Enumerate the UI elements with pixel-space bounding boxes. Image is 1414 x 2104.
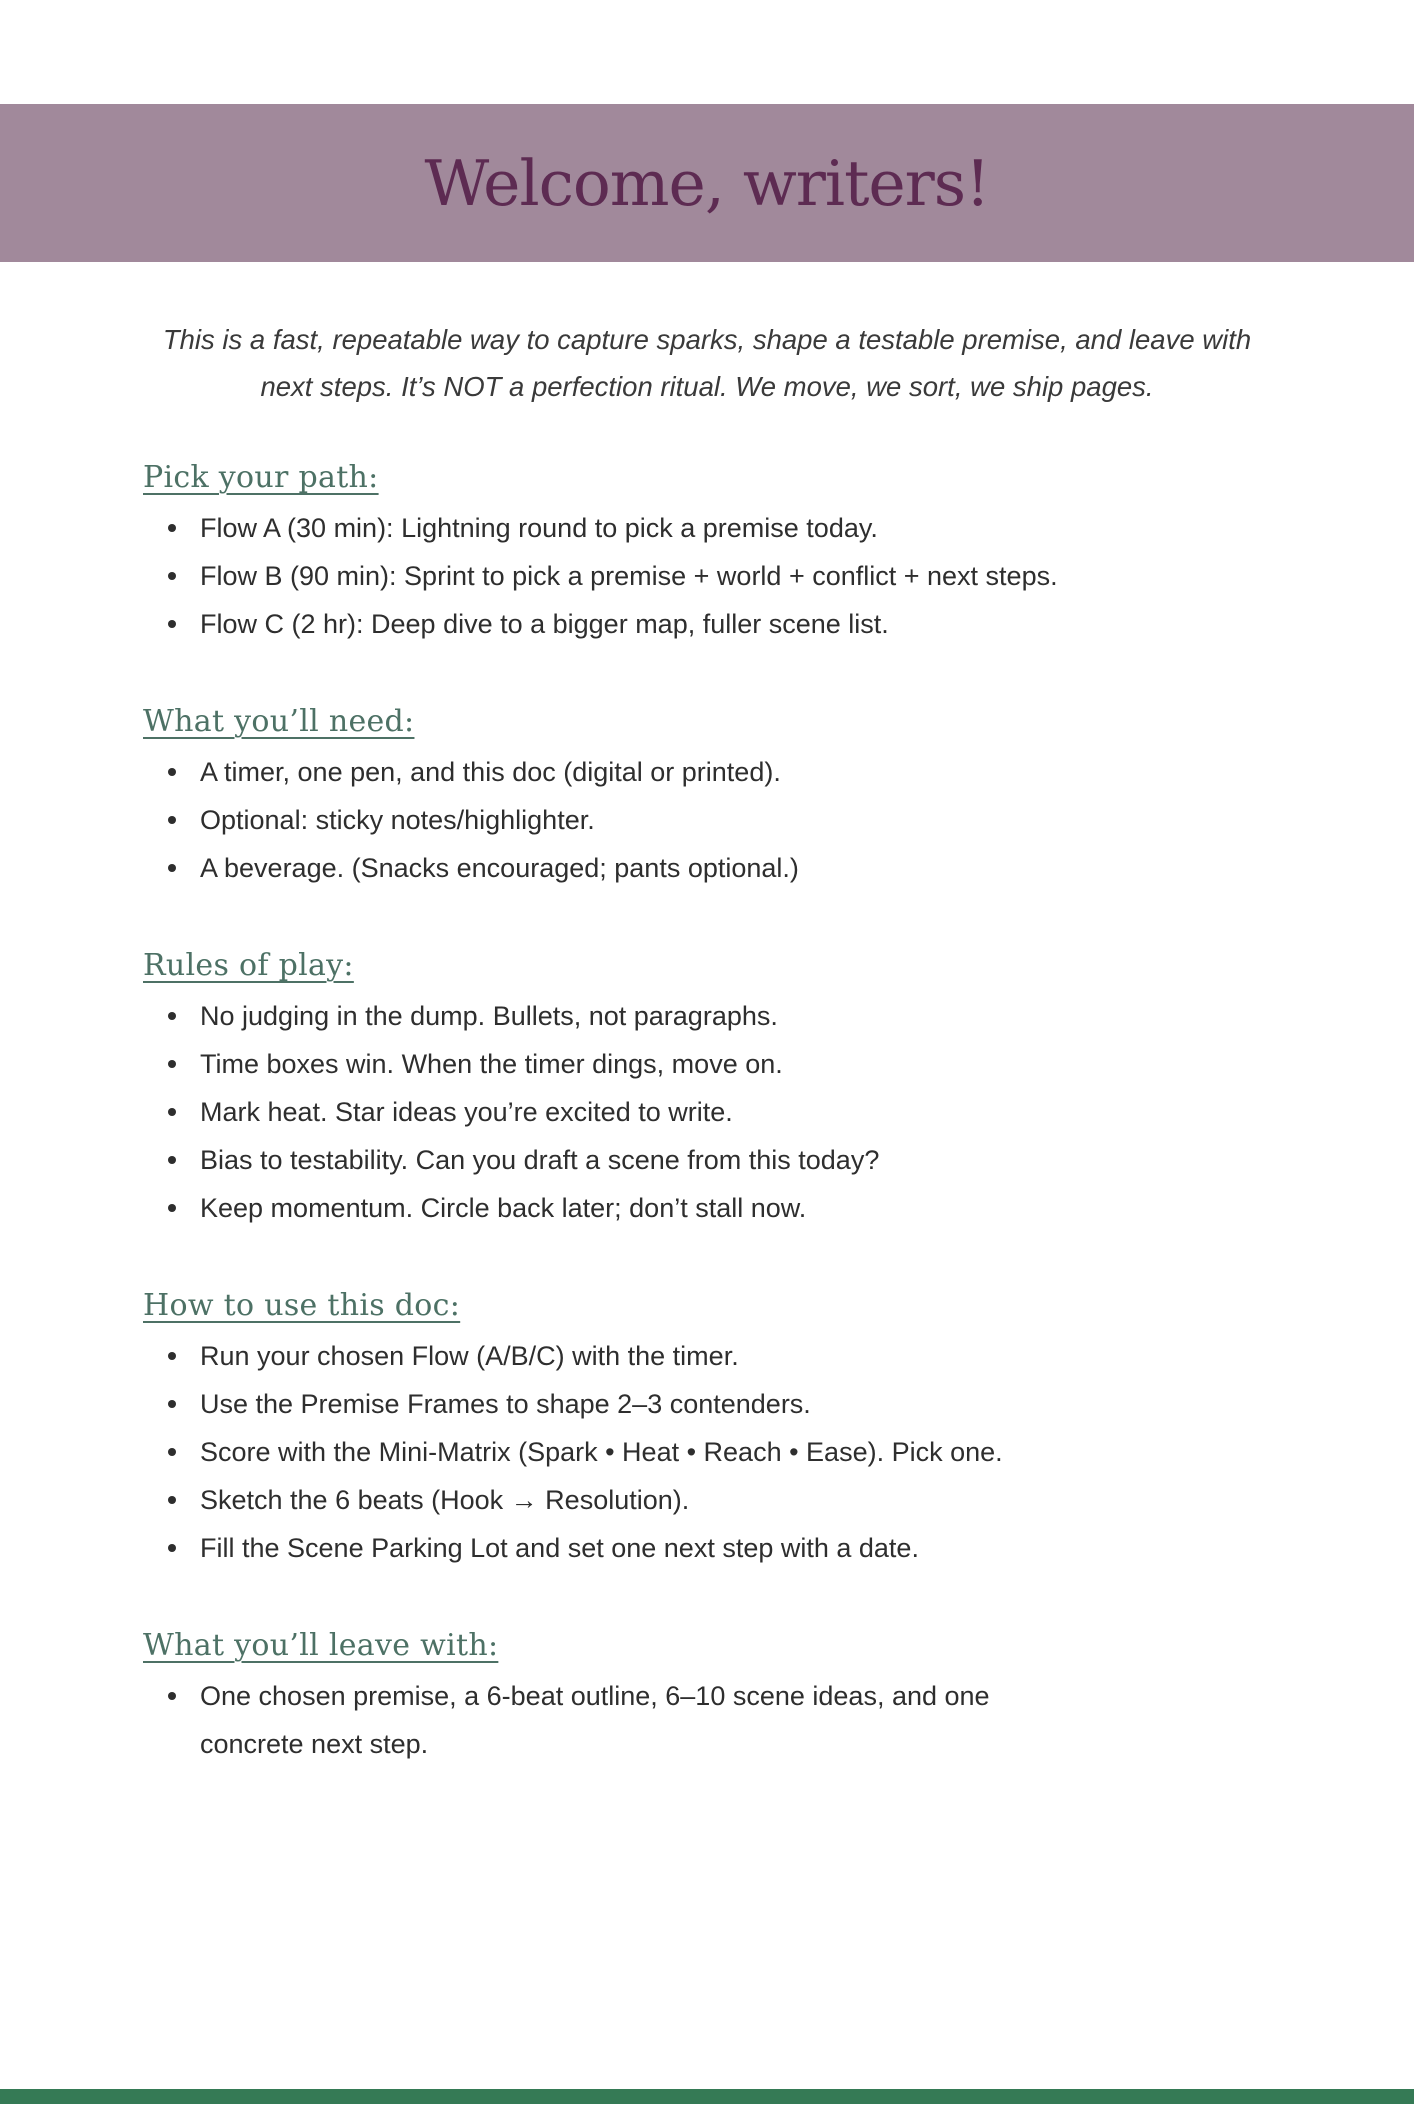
bullet-icon bbox=[168, 1012, 176, 1020]
bullet-icon bbox=[168, 1108, 176, 1116]
list-item-text: A timer, one pen, and this doc (digital or printed). bbox=[200, 757, 781, 787]
list-item-text: Bias to testability. Can you draft a scene from this today? bbox=[200, 1145, 880, 1175]
bullet-list bbox=[143, 1672, 1270, 1768]
list-item-text: Keep momentum. Circle back later; don’t stall now. bbox=[200, 1193, 807, 1223]
bullet-icon bbox=[168, 620, 176, 628]
list-item-text: No judging in the dump. Bullets, not paragraphs. bbox=[200, 1001, 778, 1031]
list-item-text: Run your chosen Flow (A/B/C) with the timer. bbox=[200, 1341, 739, 1371]
bullet-icon bbox=[168, 1204, 176, 1212]
page-content bbox=[0, 410, 1414, 1768]
list-item bbox=[143, 748, 1270, 796]
list-item-text: One chosen premise, a 6-beat outline, 6–10 scene ideas, and one concrete next step. bbox=[200, 1681, 990, 1759]
list-item bbox=[143, 504, 1270, 552]
list-item bbox=[143, 1524, 1270, 1572]
section-pick-your-path bbox=[143, 410, 1270, 648]
bullet-icon bbox=[168, 1448, 176, 1456]
list-item-text: Flow A (30 min): Lightning round to pick a premise today. bbox=[200, 513, 878, 543]
list-item bbox=[143, 1476, 1270, 1524]
bullet-icon bbox=[168, 1496, 176, 1504]
bullet-icon bbox=[168, 1544, 176, 1552]
section-heading: What you’ll leave with: bbox=[143, 1628, 499, 1663]
list-item-text: Flow B (90 min): Sprint to pick a premise + world + conflict + next steps. bbox=[200, 561, 1058, 591]
list-item-text: Sketch the 6 beats (Hook → Resolution). bbox=[200, 1485, 690, 1515]
list-item-text: Mark heat. Star ideas you’re excited to write. bbox=[200, 1097, 733, 1127]
list-item bbox=[143, 552, 1270, 600]
bullet-icon bbox=[168, 768, 176, 776]
list-item bbox=[143, 1088, 1270, 1136]
list-item bbox=[143, 796, 1270, 844]
bullet-icon bbox=[168, 1692, 176, 1700]
bullet-list bbox=[143, 992, 1270, 1232]
section-how-to-use-this-doc bbox=[143, 1232, 1270, 1572]
section-heading: How to use this doc: bbox=[143, 1288, 461, 1323]
list-item bbox=[143, 992, 1270, 1040]
footer-accent-bar bbox=[0, 2089, 1414, 2104]
list-item-text: Score with the Mini-Matrix (Spark • Heat • Reach • Ease). Pick one. bbox=[200, 1437, 1003, 1467]
list-item bbox=[143, 1380, 1270, 1428]
bullet-icon bbox=[168, 864, 176, 872]
list-item-text: Flow C (2 hr): Deep dive to a bigger map, fuller scene list. bbox=[200, 609, 889, 639]
list-item bbox=[143, 1040, 1270, 1088]
section-heading: Pick your path: bbox=[143, 460, 379, 495]
list-item bbox=[143, 600, 1270, 648]
title-banner bbox=[0, 104, 1414, 262]
list-item bbox=[143, 844, 1270, 892]
list-item-text: Use the Premise Frames to shape 2–3 contenders. bbox=[200, 1389, 811, 1419]
list-item-text: A beverage. (Snacks encouraged; pants optional.) bbox=[200, 853, 799, 883]
bullet-list bbox=[143, 504, 1270, 648]
bullet-list bbox=[143, 1332, 1270, 1572]
list-item bbox=[143, 1332, 1270, 1380]
list-item bbox=[143, 1136, 1270, 1184]
bullet-icon bbox=[168, 1400, 176, 1408]
list-item bbox=[143, 1428, 1270, 1476]
bullet-icon bbox=[168, 1352, 176, 1360]
bullet-icon bbox=[168, 1156, 176, 1164]
section-heading: Rules of play: bbox=[143, 948, 354, 983]
bullet-icon bbox=[168, 572, 176, 580]
bullet-list bbox=[143, 748, 1270, 892]
bullet-icon bbox=[168, 524, 176, 532]
section-heading: What you’ll need: bbox=[143, 704, 415, 739]
list-item-text: Optional: sticky notes/highlighter. bbox=[200, 805, 595, 835]
list-item bbox=[143, 1184, 1270, 1232]
list-item bbox=[143, 1672, 1100, 1768]
bullet-icon bbox=[168, 1060, 176, 1068]
intro-paragraph: This is a fast, repeatable way to capture sparks, shape a testable premise, and leave with next steps. It’s NOT a perfection ritual. We move, we sort, we ship pages. bbox=[162, 324, 1252, 402]
section-what-youll-leave-with bbox=[143, 1572, 1270, 1768]
bullet-icon bbox=[168, 816, 176, 824]
section-what-youll-need bbox=[143, 648, 1270, 892]
page-title: Welcome, writers! bbox=[424, 146, 990, 220]
list-item-text: Fill the Scene Parking Lot and set one next step with a date. bbox=[200, 1533, 919, 1563]
list-item-text: Time boxes win. When the timer dings, move on. bbox=[200, 1049, 783, 1079]
section-rules-of-play bbox=[143, 892, 1270, 1232]
